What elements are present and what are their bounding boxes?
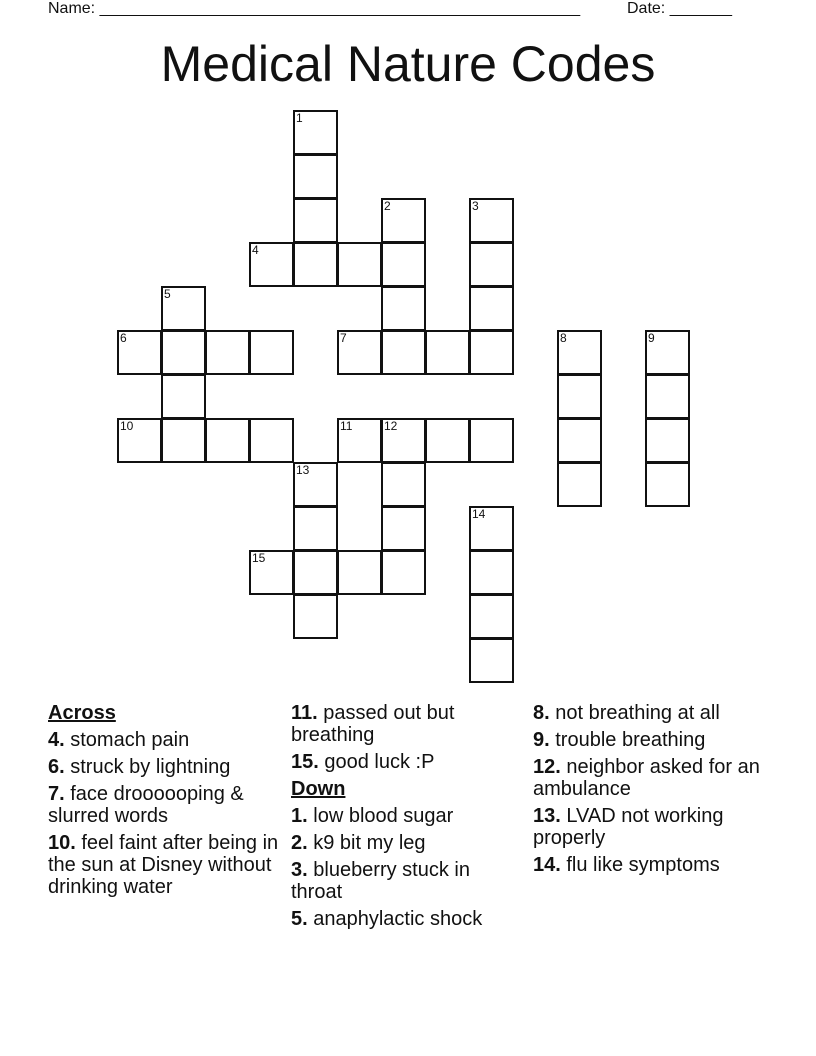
crossword-cell[interactable]	[249, 418, 294, 463]
crossword-cell[interactable]	[293, 550, 338, 595]
clue-column-3	[533, 702, 773, 881]
clue-text: anaphylactic shock	[313, 908, 483, 930]
cell-number: 9	[648, 331, 655, 345]
clue-down-13	[533, 805, 773, 849]
cell-number: 14	[472, 507, 486, 521]
clue-down-8	[533, 702, 773, 724]
crossword-cell[interactable]	[469, 506, 514, 551]
crossword-cell[interactable]	[469, 242, 514, 287]
clue-across-15	[291, 751, 521, 773]
clue-number: 3.	[291, 859, 308, 881]
clue-number: 6.	[48, 756, 65, 778]
cell-number: 7	[340, 331, 347, 345]
crossword-cell[interactable]	[469, 330, 514, 375]
crossword-cell[interactable]	[161, 418, 206, 463]
clue-text: not breathing at all	[555, 702, 720, 724]
crossword-cell[interactable]	[293, 462, 338, 507]
cell-number: 8	[560, 331, 567, 345]
cell-number: 11	[340, 419, 353, 433]
crossword-cell[interactable]	[293, 198, 338, 243]
clue-number: 8.	[533, 702, 550, 724]
clue-text: k9 bit my leg	[313, 832, 426, 854]
clue-text: low blood sugar	[313, 805, 454, 827]
clue-text: neighbor asked for an ambulance	[533, 756, 760, 800]
crossword-cell[interactable]	[381, 550, 426, 595]
crossword-cell[interactable]	[117, 418, 162, 463]
crossword-cell[interactable]	[337, 550, 382, 595]
crossword-cell[interactable]	[249, 550, 294, 595]
clue-down-2	[291, 832, 521, 854]
cell-number: 3	[472, 199, 479, 213]
crossword-cell[interactable]	[117, 330, 162, 375]
crossword-cell[interactable]	[645, 462, 690, 507]
crossword-cell[interactable]	[381, 330, 426, 375]
clue-number: 9.	[533, 729, 550, 751]
cell-number: 6	[120, 331, 127, 345]
clue-across-6	[48, 756, 284, 778]
clue-down-9	[533, 729, 773, 751]
across-heading: Across	[48, 702, 116, 724]
clue-text: trouble breathing	[555, 729, 706, 751]
cell-number: 13	[296, 463, 310, 477]
crossword-cell[interactable]	[645, 418, 690, 463]
clue-number: 11.	[291, 702, 318, 724]
clue-down-12	[533, 756, 773, 800]
clue-text: face droooooping & slurred words	[48, 783, 244, 827]
down-heading: Down	[291, 778, 346, 800]
clue-number: 12.	[533, 756, 561, 778]
crossword-cell[interactable]	[469, 594, 514, 639]
crossword-cell[interactable]	[293, 594, 338, 639]
crossword-cell[interactable]	[161, 286, 206, 331]
crossword-cell[interactable]	[381, 286, 426, 331]
crossword-cell[interactable]	[381, 506, 426, 551]
crossword-cell[interactable]	[161, 330, 206, 375]
crossword-cell[interactable]	[557, 418, 602, 463]
crossword-cell[interactable]	[293, 506, 338, 551]
cell-number: 12	[384, 419, 398, 433]
crossword-cell[interactable]	[337, 330, 382, 375]
cell-number: 2	[384, 199, 391, 213]
clue-text: blueberry stuck in throat	[291, 859, 470, 903]
crossword-cell[interactable]	[381, 462, 426, 507]
crossword-cell[interactable]	[205, 418, 250, 463]
clue-down-14	[533, 854, 773, 876]
crossword-cell[interactable]	[293, 110, 338, 155]
crossword-cell[interactable]	[337, 418, 382, 463]
cell-number: 4	[252, 243, 259, 257]
cell-number: 15	[252, 551, 266, 565]
clue-number: 14.	[533, 854, 561, 876]
clue-text: feel faint after being in the sun at Disney without drinking water	[48, 832, 279, 898]
clue-number: 15.	[291, 751, 319, 773]
clue-number: 2.	[291, 832, 308, 854]
clue-number: 5.	[291, 908, 308, 930]
crossword-cell[interactable]	[425, 330, 470, 375]
clue-number: 1.	[291, 805, 308, 827]
crossword-cell[interactable]	[381, 242, 426, 287]
clue-across-4	[48, 729, 284, 751]
clue-down-1	[291, 805, 521, 827]
clue-across-10	[48, 832, 284, 898]
crossword-cell[interactable]	[249, 242, 294, 287]
cell-number: 1	[296, 111, 303, 125]
clue-text: flu like symptoms	[566, 854, 720, 876]
clue-number: 10.	[48, 832, 76, 854]
crossword-cell[interactable]	[645, 330, 690, 375]
crossword-cell[interactable]	[425, 418, 470, 463]
clue-text: LVAD not working properly	[533, 805, 724, 849]
crossword-cell[interactable]	[249, 330, 294, 375]
clue-across-11	[291, 702, 521, 746]
crossword-cell[interactable]	[557, 462, 602, 507]
crossword-cell[interactable]	[293, 154, 338, 199]
crossword-cell[interactable]	[645, 374, 690, 419]
crossword-cell[interactable]	[469, 286, 514, 331]
name-field-label: Name: ______________________________________________________	[48, 0, 581, 17]
cell-number: 5	[164, 287, 171, 301]
clue-down-3	[291, 859, 521, 903]
clue-text: stomach pain	[70, 729, 190, 751]
date-field-label: Date: _______	[627, 0, 732, 17]
crossword-cell[interactable]	[205, 330, 250, 375]
clue-text: struck by lightning	[70, 756, 231, 778]
crossword-cell[interactable]	[469, 418, 514, 463]
cell-number: 10	[120, 419, 134, 433]
clue-number: 4.	[48, 729, 65, 751]
crossword-cell[interactable]	[469, 198, 514, 243]
crossword-cell[interactable]	[337, 242, 382, 287]
clue-number: 13.	[533, 805, 561, 827]
crossword-cell[interactable]	[557, 330, 602, 375]
clue-text: passed out but breathing	[291, 702, 455, 746]
page-title: Medical Nature Codes	[160, 36, 656, 92]
clue-number: 7.	[48, 783, 65, 805]
clue-column-1	[48, 702, 284, 903]
clue-across-7	[48, 783, 284, 827]
crossword-cell[interactable]	[469, 550, 514, 595]
crossword-cell[interactable]	[161, 374, 206, 419]
crossword-cell[interactable]	[557, 374, 602, 419]
clue-text: good luck :P	[324, 751, 435, 773]
crossword-cell[interactable]	[381, 198, 426, 243]
crossword-cell[interactable]	[293, 242, 338, 287]
crossword-cell[interactable]	[469, 638, 514, 683]
clue-down-5	[291, 908, 521, 930]
clue-column-2	[291, 702, 521, 935]
crossword-cell[interactable]	[381, 418, 426, 463]
